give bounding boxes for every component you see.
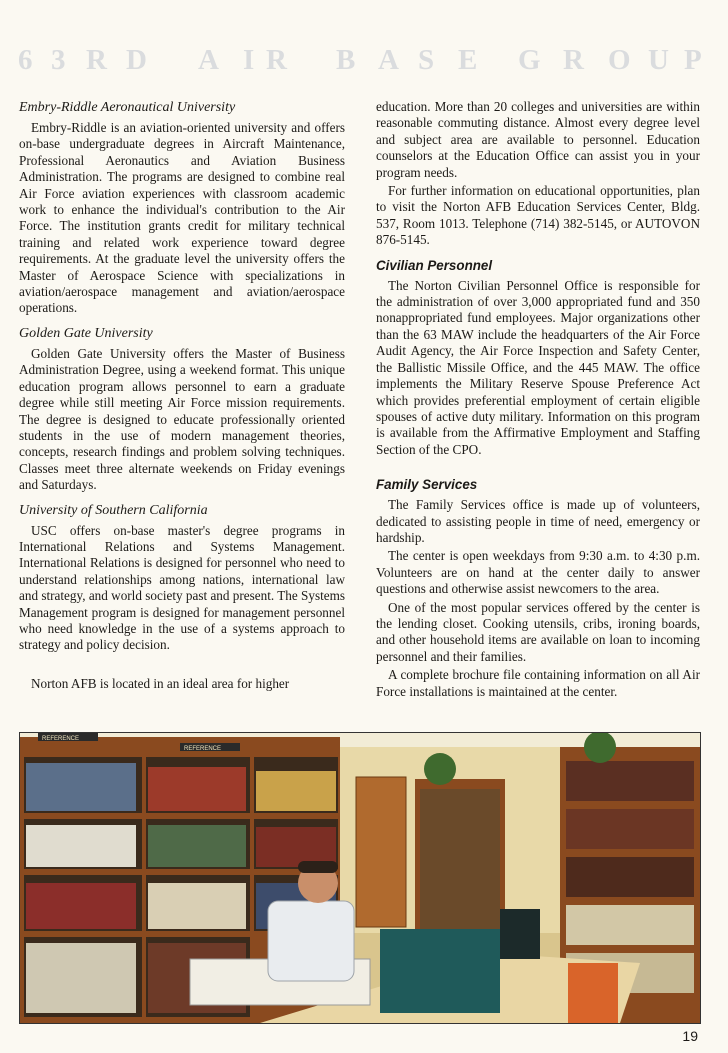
right-column bbox=[376, 99, 700, 702]
paragraph: Golden Gate University offers the Master of Business Administration Degree, using a weekend format. This unique education program allows personnel to earn a graduate degree while still meeting Air Force mission requirements. The degree is designed to educate professionally oriented students in the use of modern management theories, concepts, research findings and problem solving techniques. Classes meet three alternate weekends on Friday evenings and Saturdays. bbox=[19, 345, 345, 493]
books bbox=[148, 883, 246, 929]
paragraph: One of the most popular services offered by the center is the lending closet. Cooking utensils, cribs, ironing boards, and other household items are available on loan to incoming personnel and their families. bbox=[376, 599, 700, 664]
banner-letter: 6 bbox=[18, 44, 33, 76]
books bbox=[566, 857, 694, 897]
paragraph: The center is open weekdays from 9:30 a.m. to 4:30 p.m. Volunteers are on hand at the center daily to answer questions and otherwise assist newcomers to the area. bbox=[376, 548, 700, 597]
banner-letter: S bbox=[418, 44, 435, 76]
paragraph: For further information on educational opportunities, plan to visit the Norton AFB Education Services Center, Bldg. 537, Room 1013. Telephone (714) 382-5145, or AUTOVON 876-5145. bbox=[376, 183, 700, 248]
banner-letter: R bbox=[86, 44, 107, 76]
right-books bbox=[566, 761, 694, 993]
left-column bbox=[19, 99, 345, 694]
section-heading-family: Family Services bbox=[376, 477, 478, 493]
banner-letter: P bbox=[684, 44, 702, 76]
section-heading-civilian: Civilian Personnel bbox=[376, 257, 493, 273]
books bbox=[26, 943, 136, 1013]
paragraph: education. More than 20 colleges and universities are within reasonable commuting distance. Almost every degree level and subject area are available to personnel. Education counselors at the Education Office can assist you in your program needs. bbox=[376, 99, 700, 180]
banner-letter: A bbox=[378, 44, 399, 76]
person-uniform bbox=[268, 901, 354, 981]
banner-letter: R bbox=[563, 44, 584, 76]
paragraph: A complete brochure file containing information on all Air Force installations is maintained at the center. bbox=[376, 667, 700, 699]
paragraph: Norton AFB is located in an ideal area for higher bbox=[31, 675, 290, 691]
books bbox=[148, 825, 246, 867]
paragraph: Embry-Riddle is an aviation-oriented university and offers on-base undergraduate degrees in Aircraft Maintenance, Professional Aeronautics and Aviation Business Administration. The programs are designed to combine real Air Force aviation experiences with classroom academic work to enhance the individual's contribution to the Air Force. The institution grants credit for military technical training and related work experience toward degree requirements. At the graduate level the university offers the Master of Aerospace Science with specializations in aviation/aerospace management and aviation/aerospace operations. bbox=[19, 120, 345, 316]
person-hair bbox=[298, 861, 338, 873]
books bbox=[148, 767, 246, 811]
shelf-sign-text: REFERENCE bbox=[184, 746, 222, 752]
library-photo bbox=[19, 732, 701, 1024]
banner-letter: B bbox=[336, 44, 356, 76]
mid-books bbox=[420, 789, 500, 939]
banner-letter: A bbox=[198, 44, 219, 76]
books bbox=[256, 771, 336, 811]
paragraph: The Family Services office is made up of volunteers, dedicated to assisting people in time of need, emergency or hardship. bbox=[376, 497, 700, 545]
book-stack bbox=[380, 929, 500, 1013]
photo-door bbox=[356, 777, 406, 927]
library-illustration bbox=[20, 733, 700, 1023]
banner-letter: U bbox=[648, 44, 669, 76]
paragraph: USC offers on-base master's degree programs in International Relations and Systems Management. International Relations is designed for personnel who need to understand relationships among nations, international law and strategy, and world society past and present. The Systems Management program is designed for management personnel who need knowledge in the use of a systems approach to strategy and policy decision. bbox=[19, 522, 345, 653]
plant bbox=[424, 753, 456, 785]
books bbox=[26, 883, 136, 929]
books bbox=[566, 809, 694, 849]
chair bbox=[568, 963, 618, 1023]
page-banner bbox=[18, 44, 708, 80]
books bbox=[566, 761, 694, 801]
banner-letter: D bbox=[126, 44, 147, 76]
page-number: 19 bbox=[682, 1028, 698, 1044]
books bbox=[566, 905, 694, 945]
banner-letter: R bbox=[266, 44, 287, 76]
section-heading-ggu: Golden Gate University bbox=[19, 325, 153, 341]
section-heading-erau: Embry-Riddle Aeronautical University bbox=[19, 100, 236, 115]
banner-letter: O bbox=[608, 44, 631, 76]
books bbox=[26, 825, 136, 867]
banner-letter: E bbox=[458, 44, 478, 76]
banner-letter: 3 bbox=[51, 44, 66, 76]
shelf-sign-text: REFERENCE bbox=[42, 736, 80, 742]
book-stack bbox=[500, 909, 540, 959]
banner-letter: G bbox=[518, 44, 541, 76]
banner-letter: I bbox=[243, 44, 255, 76]
paragraph: The Norton Civilian Personnel Office is responsible for the administration of over 3,000 appropriated fund and 350 nonappropriated fund employees. Major organizations other than the 63 MAW include the headquarters of the Air Force Audit Agency, the Air Force Inspection and Safety Center, the Ballistic Missile Office, and the 445 MAW. The office implements the Military Reserve Spouse Preference Act which provides preferential employment of certain eligible spouses of active duty military. Information on this program is available from the Affirmative Employment and Staffing Section of the CPO. bbox=[376, 277, 700, 457]
section-heading-usc: University of Southern California bbox=[19, 502, 208, 518]
books bbox=[26, 763, 136, 811]
